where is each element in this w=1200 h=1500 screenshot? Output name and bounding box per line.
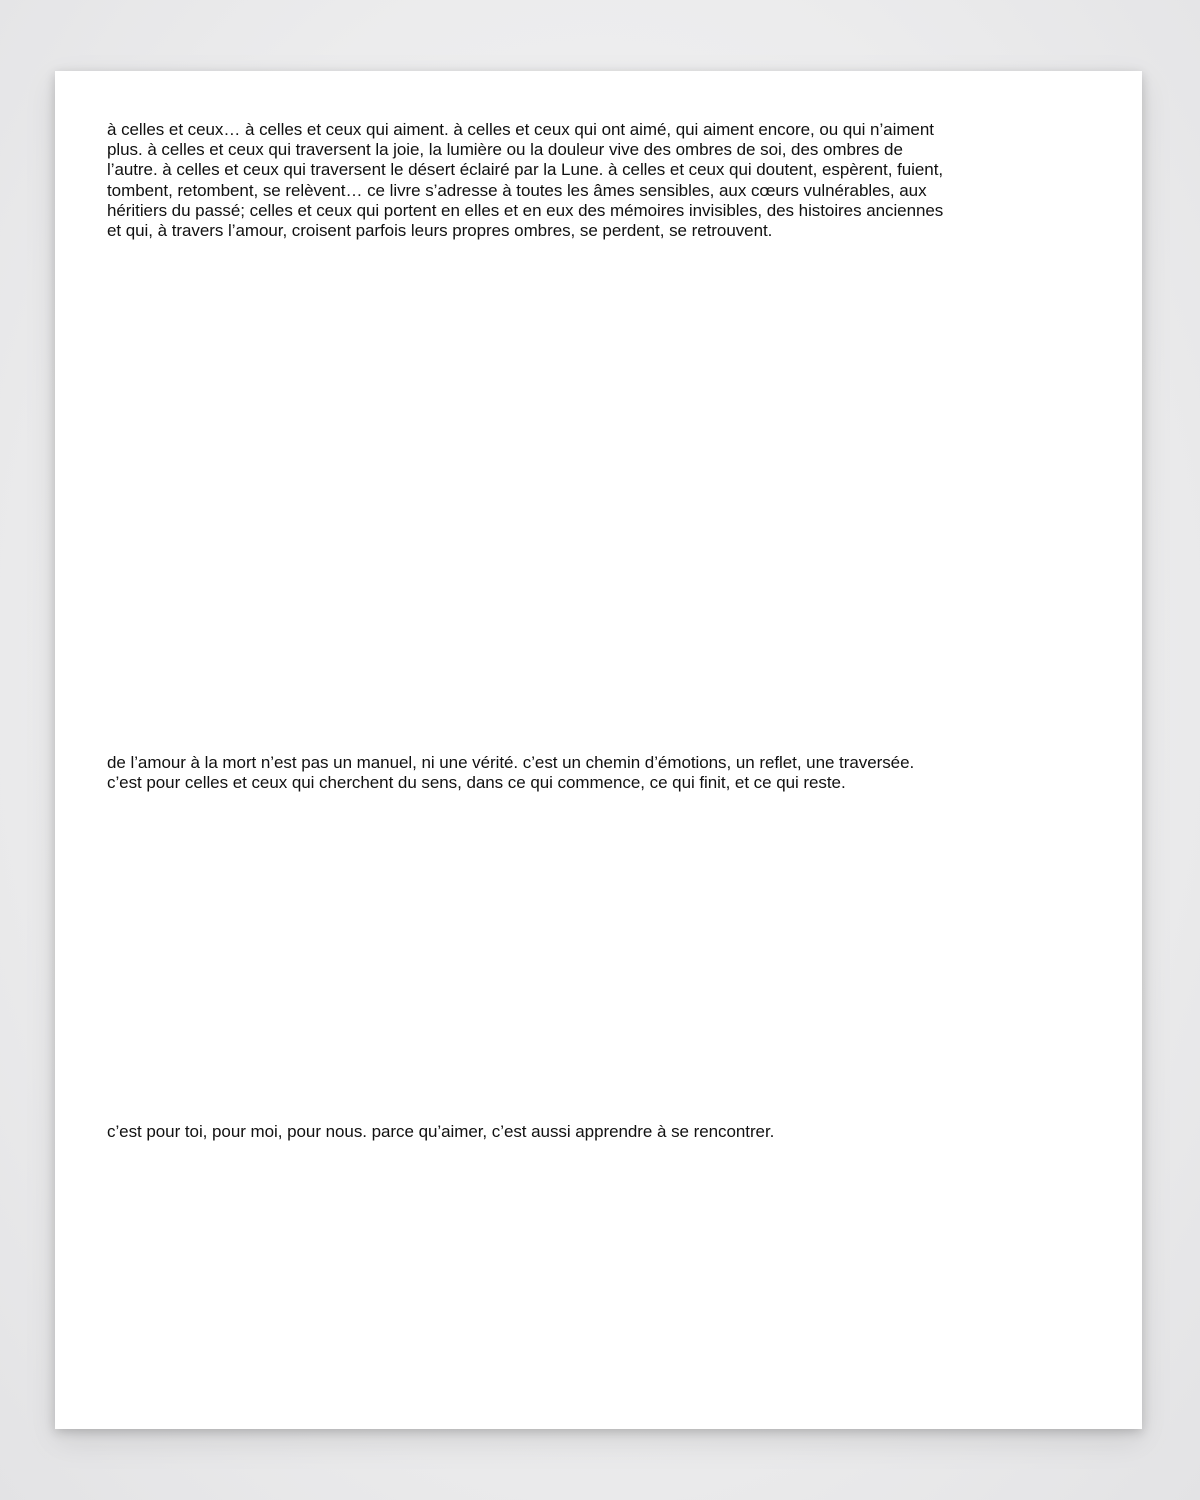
- purpose-paragraph: [107, 753, 1067, 793]
- dedication-paragraph: [107, 120, 1067, 241]
- text-line: et qui, à travers l’amour, croisent parfois leurs propres ombres, se perdent, se retrouvent.: [107, 221, 773, 241]
- document-page: [55, 71, 1142, 1429]
- text-line: tombent, retombent, se relèvent… ce livre s’adresse à toutes les âmes sensibles, aux cœurs vulnérables, aux: [107, 180, 927, 200]
- text-line: c’est pour toi, pour moi, pour nous. parce qu’aimer, c’est aussi apprendre à se rencontrer.: [107, 1122, 775, 1141]
- text-line: plus. à celles et ceux qui traversent la joie, la lumière ou la douleur vive des ombres de soi, des ombres de: [107, 140, 903, 160]
- closing-paragraph: [107, 1122, 1067, 1142]
- text-line: de l’amour à la mort n’est pas un manuel, ni une vérité. c’est un chemin d’émotions, un reflet, une traversée.: [107, 753, 915, 772]
- text-line: héritiers du passé; celles et ceux qui portent en elles et en eux des mémoires invisibles, des histoires anciennes: [107, 200, 944, 220]
- text-line: l’autre. à celles et ceux qui traversent le désert éclairé par la Lune. à celles et ceux qui doutent, espèrent, fuient,: [107, 160, 944, 180]
- text-line: c’est pour celles et ceux qui cherchent du sens, dans ce qui commence, ce qui finit, et ce qui reste.: [107, 773, 846, 793]
- text-line: à celles et ceux… à celles et ceux qui aiment. à celles et ceux qui ont aimé, qui aiment encore, ou qui n’aiment: [107, 120, 934, 139]
